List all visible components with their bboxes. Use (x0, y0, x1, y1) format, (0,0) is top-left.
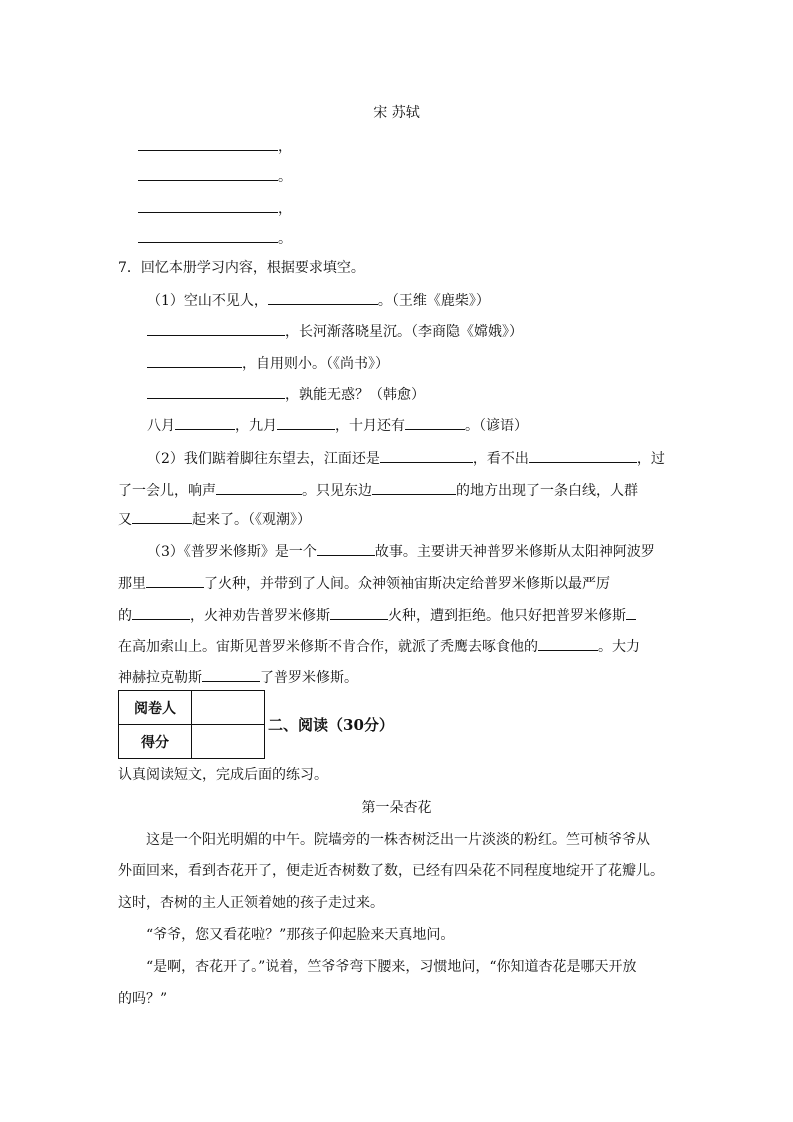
poem-line-1 (138, 136, 292, 156)
reviewer-cell[interactable] (192, 691, 265, 725)
blank[interactable] (330, 605, 388, 620)
story-line: 这时，杏树的主人正领着她的孩子走过来。 (118, 895, 384, 911)
text: （2）我们踮着脚往东望去，江面还是 (147, 451, 380, 467)
q7-part2-line2 (118, 480, 638, 500)
text: 的地方出现了一条白线，人群 (456, 483, 638, 499)
q7-part3-line5 (118, 667, 358, 687)
text: 故事。主要讲天神普罗米修斯从太阳神阿波罗 (374, 544, 655, 560)
q7-part1-line3 (147, 353, 389, 373)
text: 又 (118, 512, 132, 528)
blank[interactable] (138, 228, 278, 243)
story-line: 这是一个阳光明媚的中午。院墙旁的一株杏树泛出一片淡淡的粉红。竺可桢爷爷从 (118, 832, 650, 848)
text: ，自用则小。（《尚书》） (242, 356, 389, 372)
story-line: 的吗？” (118, 991, 168, 1007)
punct: ， (278, 139, 292, 155)
blank[interactable] (380, 448, 473, 463)
reviewer-label: 阅卷人 (119, 691, 192, 725)
poem-line-2 (138, 166, 292, 186)
story-line: 外面回来，看到杏花开了，便走近杏树数了数，已经有四朵花不同程度地绽开了花瓣儿。 (118, 863, 664, 879)
blank[interactable] (216, 480, 302, 495)
blank[interactable] (529, 448, 637, 463)
blank[interactable] (277, 415, 335, 430)
text: ，看不出 (472, 451, 529, 467)
text: 那里 (118, 576, 146, 592)
q7-part1-line2 (147, 321, 523, 341)
section-2-title: 二、阅读（30分） (268, 716, 394, 734)
text: ，长河渐落晓星沉。（李商隐《嫦娥》） (285, 324, 523, 340)
q7-part1-line4 (147, 384, 425, 404)
q7-part3-line1 (147, 541, 655, 561)
blank[interactable] (202, 667, 260, 682)
score-table (118, 690, 265, 759)
blank[interactable] (138, 136, 278, 151)
blank[interactable] (147, 353, 242, 368)
poem-line-3 (138, 198, 292, 218)
blank[interactable] (132, 605, 190, 620)
blank[interactable] (538, 636, 598, 651)
story-title: 第一朵杏花 (361, 800, 432, 816)
section-2-instruction: 认真阅读短文，完成后面的练习。 (118, 767, 328, 783)
q7-part1-line5 (147, 415, 528, 435)
text: 了普罗米修斯。 (260, 670, 358, 686)
text: 了火种，并带到了人间。众神领袖宙斯决定给普罗米修斯以最严厉 (204, 576, 610, 592)
text: 的 (118, 608, 132, 624)
punct: 。 (278, 169, 292, 185)
blank[interactable] (132, 509, 192, 524)
text: 。只见东边 (302, 483, 372, 499)
blank[interactable] (268, 290, 378, 305)
punct: ， (278, 201, 292, 217)
q7-part1-line1 (147, 290, 490, 310)
text: 。大力 (598, 639, 640, 655)
blank[interactable] (317, 541, 375, 556)
story-line: “是啊，杏花开了。”说着，竺爷爷弯下腰来，习惯地问，“你知道杏花是哪天开放 (118, 959, 637, 975)
q7-part2-line3 (118, 509, 311, 529)
q7-part3-line3 (118, 605, 636, 625)
question-7-title: 7．回忆本册学习内容，根据要求填空。 (118, 260, 365, 276)
q7-part3-line2 (118, 573, 610, 593)
punct: 。 (278, 231, 292, 247)
blank[interactable] (147, 321, 285, 336)
blank[interactable] (175, 415, 235, 430)
text: 八月 (147, 418, 175, 434)
text: 火种，遭到拒绝。他只好把普罗米修斯 (388, 608, 626, 624)
text: ，火神劝告普罗米修斯 (190, 608, 330, 624)
text: 了一会儿，响声 (118, 483, 216, 499)
text: ，过 (636, 451, 665, 467)
text: （1）空山不见人， (147, 293, 268, 309)
text: 。（王维《鹿柴》） (377, 293, 490, 309)
blank[interactable] (372, 480, 456, 495)
text: 神赫拉克勒斯 (118, 670, 202, 686)
text: （3）《普罗米修斯》是一个 (147, 544, 317, 560)
score-cell[interactable] (192, 725, 265, 759)
score-label: 得分 (119, 725, 192, 759)
blank[interactable] (138, 166, 278, 181)
q7-part3-line4 (118, 636, 640, 656)
poem-author: 宋 苏轼 (373, 105, 420, 121)
story-line: “爷爷，您又看花啦？”那孩子仰起脸来天真地问。 (118, 927, 455, 943)
blank[interactable] (146, 573, 204, 588)
text: ，孰能无惑？（韩愈） (285, 387, 425, 403)
text: ，十月还有 (335, 418, 405, 434)
text: 起来了。（《观潮》） (192, 512, 311, 528)
q7-part2-line1 (147, 448, 665, 468)
blank[interactable] (405, 415, 465, 430)
poem-line-4 (138, 228, 292, 248)
blank[interactable] (147, 384, 285, 399)
blank[interactable] (138, 198, 278, 213)
text: 在高加索山上。宙斯见普罗米修斯不肯合作，就派了秃鹰去啄食他的 (118, 639, 538, 655)
blank[interactable] (626, 605, 636, 620)
text: 。（谚语） (465, 418, 528, 434)
text: ，九月 (235, 418, 277, 434)
